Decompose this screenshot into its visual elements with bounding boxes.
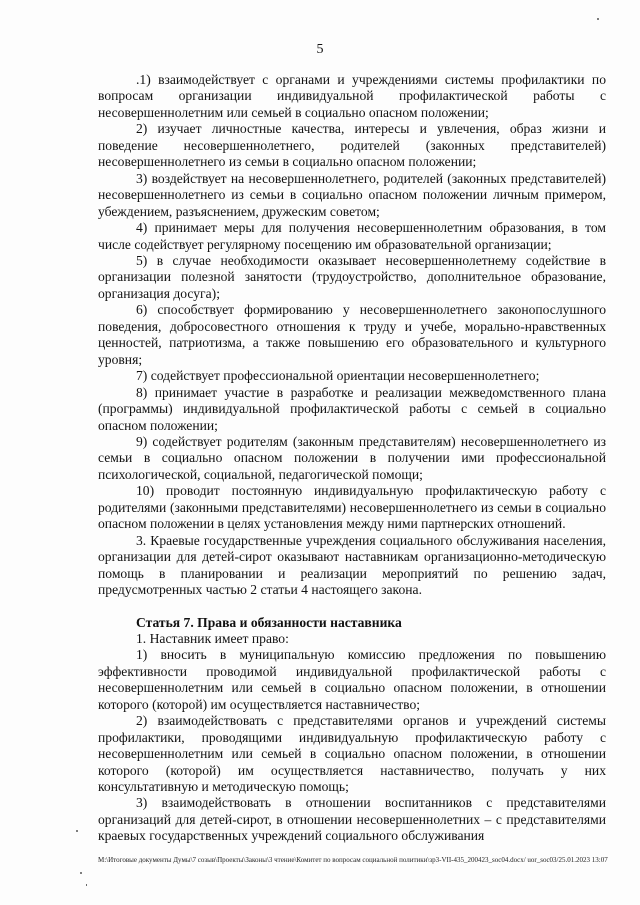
scan-speck xyxy=(80,872,82,874)
paragraph: 6) способствует формированию у несовершеннолетнего законопослушного поведения, добросовестного отношения к труду и учебе, морально-нравственных ценностей, патриотизма, а также повышению его образовательного и культурного уровня; xyxy=(98,302,606,367)
paragraph: 2) изучает личностные качества, интересы и увлечения, образ жизни и поведение несовершеннолетнего, родителей (законных представителей) несовершеннолетнего из семьи в социально опасном положении; xyxy=(98,121,606,170)
paragraph: 8) принимает участие в разработке и реализации межведомственного плана (программы) индивидуальной профилактической работы с семьей в социально опасном положении; xyxy=(98,384,606,433)
article-heading: Статья 7. Права и обязанности наставника xyxy=(136,614,402,630)
paragraph: 4) принимает меры для получения несовершеннолетним образования, в том числе содействует регулярному посещению им образовательной организации; xyxy=(98,220,606,252)
paragraph: 10) проводит постоянную индивидуальную профилактическую работу с родителями (законными представителями) несовершеннолетнего из семьи в социально опасном положении в целях установления между ними партнерских отношений. xyxy=(98,483,606,532)
paragraph: 5) в случае необходимости оказывает несовершеннолетнему содействие в организации полезной занятости (трудоустройство, дополнительное образование, организация досуга); xyxy=(98,252,606,301)
paragraph: 1. Наставник имеет право: xyxy=(136,630,289,646)
document-body xyxy=(98,72,606,845)
paragraph: 7) содействует профессиональной ориентации несовершеннолетнего; xyxy=(136,368,540,384)
page-number: 5 xyxy=(316,42,324,57)
paragraph: 3. Краевые государственные учреждения социального обслуживания населения, организации для детей-сирот оказывают наставникам организационно-методическую помощь в планировании и реализации мероприятий по решению задач, предусмотренных частью 2 статьи 4 настоящего закона. xyxy=(98,532,606,598)
file-path-footer: M:\Итоговые документы Думы\7 созыв\Проекты\Законы\3 чтение\Комитет по вопросам социальной политики\зр3-VII-435_200423_soc04.docx/ uor_soc03/25.01.2023 13:07 xyxy=(98,856,608,864)
paragraph: 9) содействует родителям (законным представителям) несовершеннолетнего из семьи в социально опасном положении в получении ими профессиональной психологической, социальной, педагогической помощи; xyxy=(98,433,606,482)
paragraph: 1) вносить в муниципальную комиссию предложения по повышению эффективности проводимой индивидуальной профилактической работы с несовершеннолетним или семьей в социально опасном положении, в отношении которого (которой) им осуществляется наставничество; xyxy=(98,647,606,712)
paragraph: 2) взаимодействовать с представителями органов и учреждений системы профилактики, проводящими индивидуальную профилактическую работу с несовершеннолетним или семьей в социально опасном положении, в отношении которого (которой) им осуществляется наставничество, получать у них консультативную и методическую помощь; xyxy=(98,713,606,795)
scan-speck xyxy=(597,18,599,20)
paragraph: 3) взаимодействовать в отношении воспитанников с представителями организаций для детей-сирот, в отношении несовершеннолетних – с представителями краевых государственных учреждений социального обслуживания xyxy=(98,795,606,844)
paragraph: 3) воздействует на несовершеннолетнего, родителей (законных представителей) несовершеннолетнего из семьи в социально опасном положении личным примером, убеждением, разъяснением, дружеским советом; xyxy=(98,170,606,219)
scan-speck xyxy=(86,884,87,886)
scan-speck xyxy=(76,830,78,832)
paragraph: .1) взаимодействует с органами и учреждениями системы профилактики по вопросам организации индивидуальной профилактической работы с несовершеннолетним или семьей в социально опасном положении; xyxy=(98,72,606,120)
